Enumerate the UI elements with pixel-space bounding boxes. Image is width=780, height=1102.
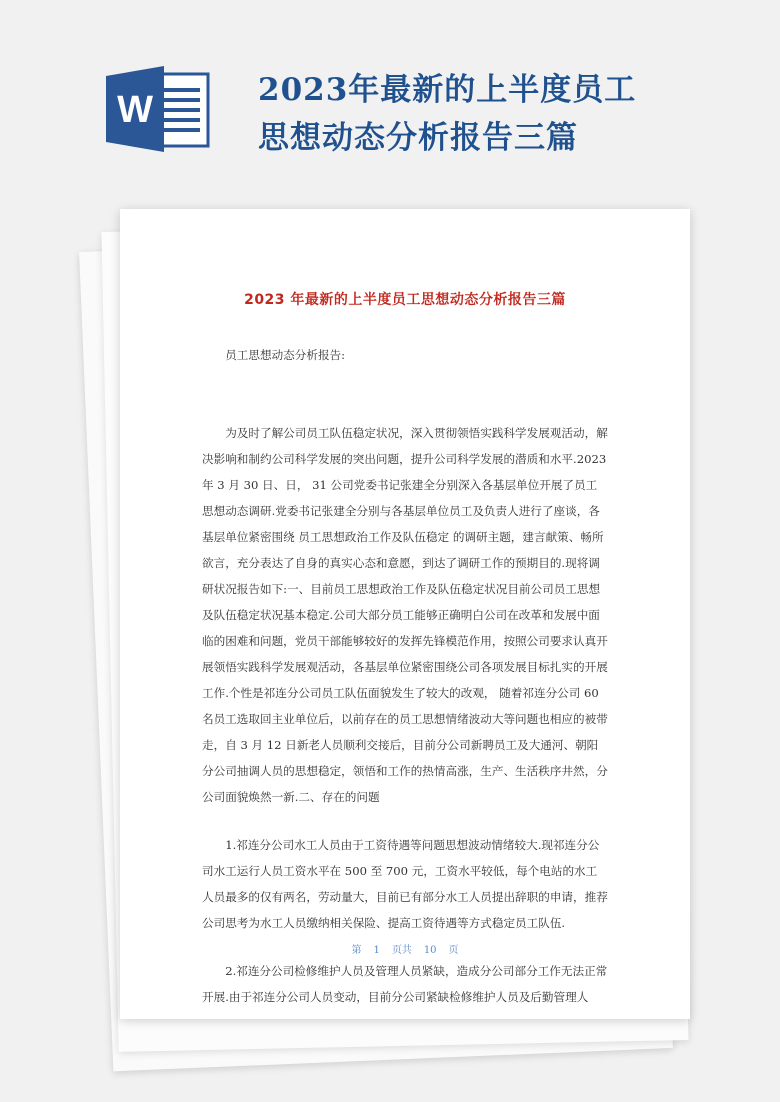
spacer xyxy=(202,368,608,420)
footer-total-pages: 10 xyxy=(423,945,437,956)
footer-label-of: 页共 xyxy=(391,945,412,956)
footer-current-page: 1 xyxy=(373,945,380,956)
footer-label-page: 第 xyxy=(351,945,362,956)
word-document-icon xyxy=(106,66,210,152)
document-page xyxy=(120,209,690,1019)
page-title-line-1: 2023年最新的上半度员工 xyxy=(258,72,637,108)
document-title: 2023 年最新的上半度员工思想动态分析报告三篇 xyxy=(244,292,566,308)
page-title xyxy=(258,66,758,162)
svg-text:W: W xyxy=(117,89,153,131)
footer-label-pages: 页 xyxy=(448,945,459,956)
document-body xyxy=(202,342,608,1010)
paragraph-3: 2.祁连分公司检修维护人员及管理人员紧缺，造成分公司部分工作无法正常开展.由于祁连分公司人员变动，目前分公司紧缺检修维护人员及后勤管理人 xyxy=(202,964,608,1004)
salutation: 员工思想动态分析报告: xyxy=(225,348,346,362)
spacer xyxy=(202,810,608,832)
page-title-line-2: 思想动态分析报告三篇 xyxy=(258,120,578,156)
paragraph-2: 1.祁连分公司水工人员由于工资待遇等问题思想波动情绪较大.现祁连分公司水工运行人员工资水平在 500 至 700 元，工资水平较低，每个电站的水工人员最多的仅有两名，劳动量大，目前已有部分水工人员提出辞职的申请，推荐公司思考为水工人员缴纳相关保险、提高工资待遇等方式稳定员工队伍. xyxy=(202,838,608,930)
paragraph-1: 为及时了解公司员工队伍稳定状况，深入贯彻领悟实践科学发展观活动，解决影响和制约公司科学发展的突出问题，提升公司科学发展的潜质和水平.2023 年 3 月 30 日、日， 31 公司党委书记张建全分别深入各基层单位开展了员工思想动态调研.党委书记张建全分别与各基层单位员工及负责人进行了座谈，各基层单位紧密围绕 员工思想政治工作及队伍稳定 的调研主题，建言献策、畅所欲言，充分表达了自身的真实心态和意愿，到达了调研工作的预期目的.现将调研状况报告如下:一、目前员工思想政治工作及队伍稳定状况目前公司员工思想及队伍稳定状况基本稳定.公司大部分员工能够正确明白公司在改革和发展中面临的困难和问题，党员干部能够较好的发挥先锋模范作用，按照公司要求认真开展领悟实践科学发展观活动，各基层单位紧密围绕公司各项发展目标扎实的开展工作.个性是祁连分公司员工队伍面貌发生了较大的改观， 随着祁连分公司 60 名员工选取回主业单位后，以前存在的员工思想情绪波动大等问题也相应的被带走，自 3 月 12 日新老人员顺利交接后，目前分公司新聘员工及大通河、朝阳分公司抽调人员的思想稳定，领悟和工作的热情高涨，生产、生活秩序井然，分公司面貌焕然一新.二、存在的问题 xyxy=(202,426,608,804)
page-footer xyxy=(120,941,690,956)
